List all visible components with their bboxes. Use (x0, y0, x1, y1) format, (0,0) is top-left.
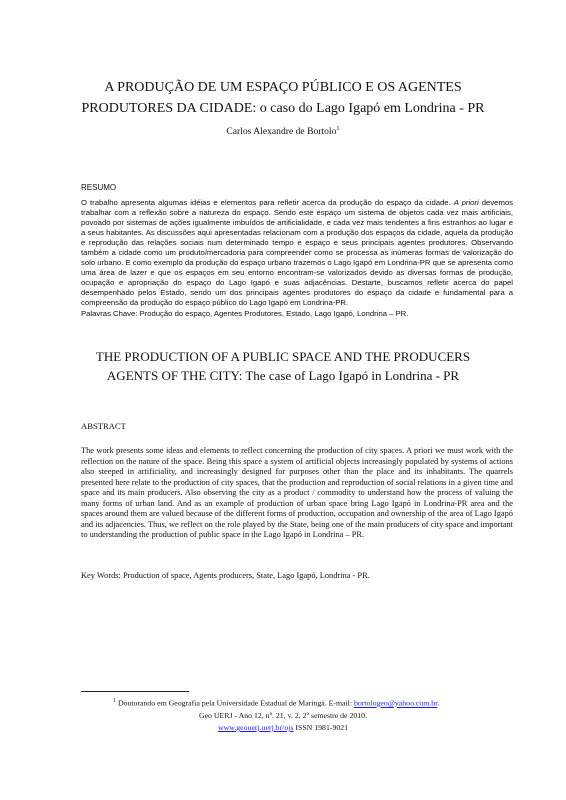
english-title-line-1: THE PRODUCTION OF A PUBLIC SPACE AND THE PRODUCERS (95, 349, 471, 364)
resumo-text-a: O trabalho apresenta algumas idéias e elementos para refletir acerca da produção do espaço da cidade. (81, 198, 454, 207)
english-title (0, 347, 566, 385)
resumo-heading: RESUMO (81, 183, 117, 192)
journal-info: Geo UERJ - Ano 12, nº. 21, v. 2, 2º semestre de 2010. (198, 711, 368, 720)
footnote-end: . (437, 698, 440, 708)
email-link[interactable]: bortologeo@yahoo.com.br (353, 698, 438, 708)
footnote-divider (81, 691, 189, 692)
resumo-text-b: devemos trabalhar com a reflexão sobre a natureza do espaço. Sendo este espaço um sistema de objetos cada vez mais artificiais, povoado por sistemas de ações igualmente imbuídos de artificialidade, e cada vez mais tendentes a fins estranhos ao lugar e a seus habitantes. As discussões aqui apresentadas relacionam com a produção dos espaços da cidade, aquela da produção e reprodução das relações sociais num determinado tempo e espaço e seus principais agentes produtores. Observando também a cidade como um produto/mercadoria para compreender como se processa as inúmeras formas de valorização do solo urbano. E como exemplo da produção do espaço urbano trazemos o Lago Igapó em Londrina-PR que se apresenta como uma área de lazer e que os espaços em seu entorno encontram-se valorizados devido as diversas formas de produção, ocupação e apropriação do espaço do Lago Igapó e suas adjacências. Destarte, buscamos refletir acerca do papel desempenhado pelos Estado, sendo um dos principais agentes produtores do espaço da cidade e fundamental para a compreensão da produção do espaço público do Lago Igapó em Londrina-PR. (81, 198, 513, 308)
abstract-paragraph: The work presents some ideas and elements to reflect concerning the production of city spaces. A priori we must work with the reflection on the nature of the space. Being this space a system of artificial objects increasingly populated by systems of actions also steeped in artificiality, and increasingly designed for purposes other than the place and its inhabitants. The quarrels presented here relate to the production of city spaces, that the production and reproduction of social relations in a given time and space and its main producers. Also observing the city as a product / commodity to understand how the process of valuing the many forms of urban land. And as an example of production of urban space bring Lago Igapó in Londrina-PR area and the spaces around them are valued because of the different forms of production, occupation and ownership of the area of Lago Igapó and its adjacencies. Thus, we reflect on the role played by the State, being one of the main producers of city space and important to understanding the production of public space in the Lago Igapó in Londrina – PR. (81, 446, 513, 540)
footnote-text: Doutorando em Geografia pela Universidade Estadual de Maringá. E-mail: (116, 698, 354, 708)
abstract-heading: ABSTRACT (81, 421, 126, 431)
journal-url-link[interactable]: www.geouerj.uerj.br/ojs (217, 723, 294, 732)
author-footnote-mark: 1 (336, 125, 340, 132)
journal-url-line (0, 723, 566, 732)
resumo-paragraph (81, 198, 513, 319)
english-title-line-2: AGENTS OF THE CITY: The case of Lago Igapó in Londrina - PR (106, 368, 460, 383)
portuguese-title (0, 77, 566, 119)
footnote (113, 698, 439, 708)
footnote-mark: 1 (113, 698, 116, 704)
keywords-line: Key Words: Production of space, Agents producers, State, Lago Igapó, Londrina - PR. (81, 571, 370, 580)
portuguese-title-line-1: A PRODUÇÃO DE UM ESPAÇO PÚBLICO E OS AGENTES (104, 80, 462, 95)
author-line (0, 125, 566, 137)
portuguese-title-line-2: PRODUTORES DA CIDADE: o caso do Lago Igapó em Londrina - PR (81, 101, 485, 116)
issn-text: ISSN 1981-9021 (293, 723, 349, 732)
palavras-chave: Palavras Chave: Produção do espaço, Agentes Produtores, Estado, Lago Igapó, Londrina – PR. (81, 308, 409, 318)
resumo-text-italic: A priori (453, 198, 479, 207)
author-name: Carlos Alexandre de Bortolo (226, 126, 337, 138)
